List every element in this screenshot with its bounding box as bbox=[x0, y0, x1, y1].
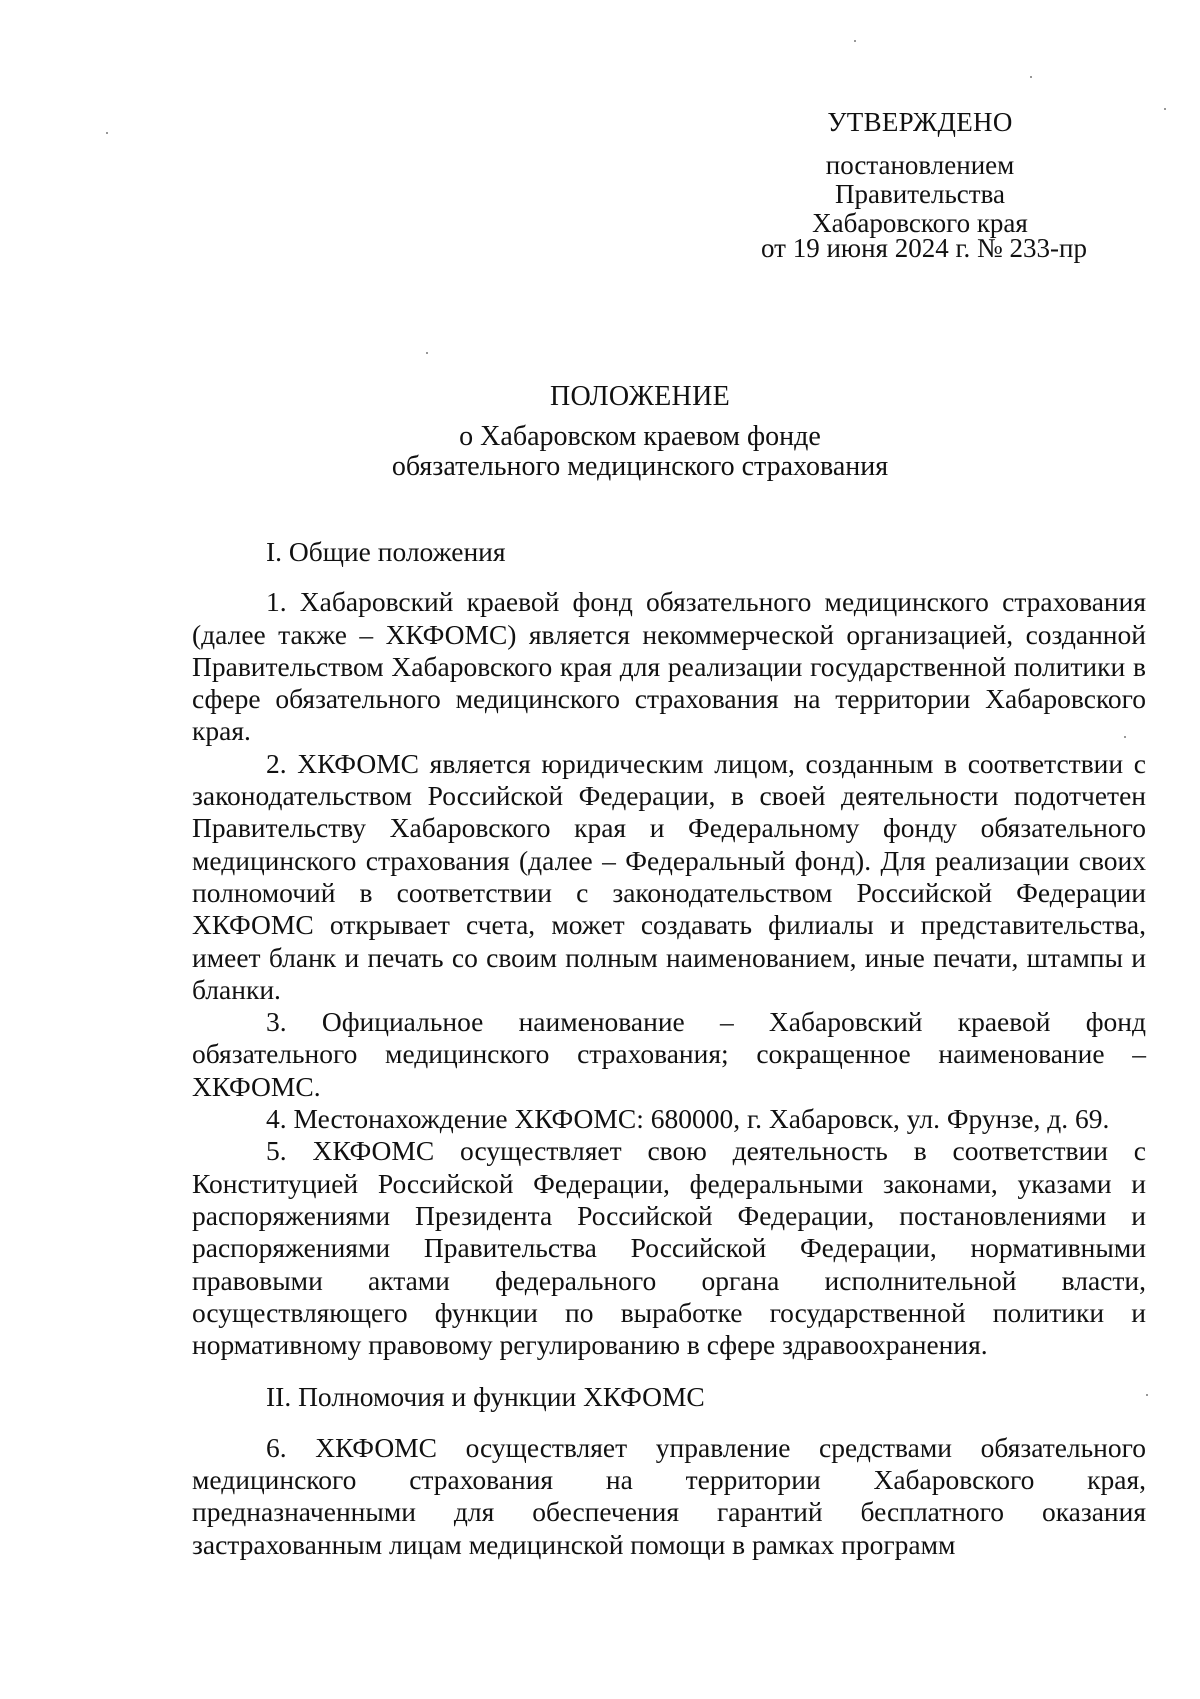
scan-speck bbox=[426, 352, 428, 354]
paragraph: 4. Местонахождение ХКФОМС: 680000, г. Хабаровск, ул. Фрунзе, д. 69. bbox=[266, 1103, 1110, 1135]
scan-speck bbox=[854, 40, 856, 42]
document-body bbox=[192, 536, 1146, 1561]
scan-speck bbox=[106, 132, 108, 134]
title-subtitle-1: о Хабаровском краевом фонде bbox=[459, 421, 821, 452]
approval-stamp bbox=[760, 107, 1087, 263]
paragraph: 5. ХКФОМС осуществляет свою деятельность в соответствии с Конституцией Российской Федерации, федеральными законами, указами и распоряжениями Президента Российской Федерации, постановлениями и распоряжениями Правительства Российской Федерации, нормативными правовыми актами федерального органа исполнительной власти, осуществляющего функции по выработке государственной политики и нормативному правовому регулированию в сфере здравоохранения. bbox=[192, 1135, 1146, 1361]
document-title bbox=[190, 382, 1090, 482]
paragraph: 1. Хабаровский краевой фонд обязательного медицинского страхования (далее также – ХКФОМС) является некоммерческой организацией, созданной Правительством Хабаровского края для реализации государственной политики в сфере обязательного медицинского страхования на территории Хабаровского края. bbox=[192, 586, 1146, 747]
section-heading: I. Общие положения bbox=[266, 536, 506, 567]
approval-line-3: Хабаровского края bbox=[812, 208, 1028, 238]
title-heading: ПОЛОЖЕНИЕ bbox=[550, 381, 730, 412]
scan-speck bbox=[1164, 108, 1166, 110]
title-subtitle-2: обязательного медицинского страхования bbox=[391, 451, 889, 482]
paragraph: 6. ХКФОМС осуществляет управление средствами обязательного медицинского страхования на территории Хабаровского края, предназначенными для обеспечения гарантий бесплатного оказания застрахованным лицам медицинской помощи в рамках программ bbox=[192, 1431, 1146, 1560]
approval-heading: УТВЕРЖДЕНО bbox=[827, 107, 1013, 137]
approval-date: от 19 июня 2024 г. № 233-пр bbox=[761, 233, 1087, 263]
paragraph: 2. ХКФОМС является юридическим лицом, созданным в соответствии с законодательством Российской Федерации, в своей деятельности подотчетен Правительству Хабаровского края и Федеральному фонду обязательного медицинского страхования (далее – Федеральный фонд). Для реализации своих полномочий в соответствии с законодательством Российской Федерации ХКФОМС открывает счета, может создавать филиалы и представительства, имеет бланк и печать со своим полным наименованием, иные печати, штампы и бланки. bbox=[192, 747, 1146, 1005]
approval-line-1: постановлением bbox=[825, 150, 1015, 180]
approval-line-2: Правительства bbox=[835, 179, 1005, 209]
scan-speck bbox=[1146, 1394, 1148, 1396]
scan-speck bbox=[1124, 736, 1126, 738]
scan-speck bbox=[1030, 76, 1032, 78]
paragraph: 3. Официальное наименование – Хабаровский краевой фонд обязательного медицинского страхования; сокращенное наименование – ХКФОМС. bbox=[192, 1006, 1146, 1102]
section-heading: II. Полномочия и функции ХКФОМС bbox=[266, 1381, 705, 1413]
